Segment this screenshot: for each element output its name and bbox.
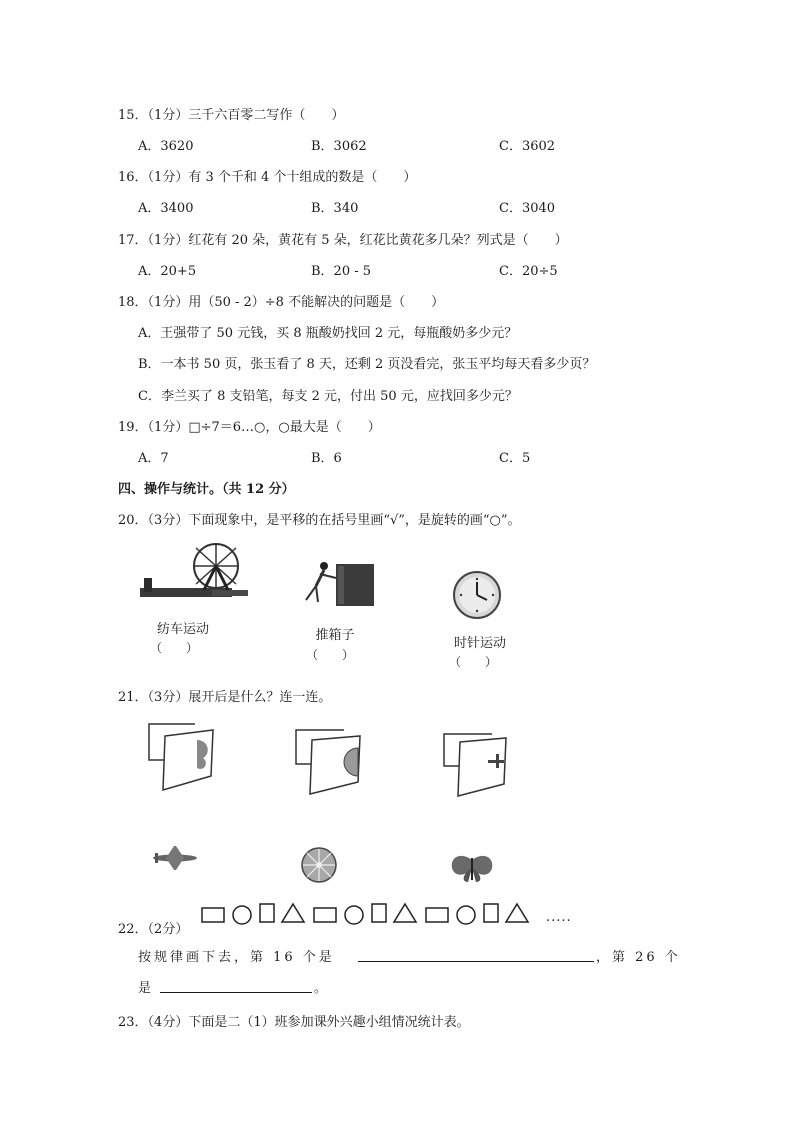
- pattern-circle: [345, 906, 363, 924]
- q15-option-b: B．3062: [311, 139, 367, 154]
- q19-option-a: A．7: [138, 451, 169, 466]
- q18-stem: 18．（1分）用（50 - 2）÷8 不能解决的问题是（ ）: [118, 295, 445, 310]
- spinning-wheel-image: [138, 538, 250, 610]
- q22-line2-prefix: 是: [138, 981, 152, 996]
- q22-line1-suffix: ，第 26 个: [596, 950, 681, 965]
- folded-paper-1: [145, 720, 217, 792]
- q17-option-c: C．20÷5: [499, 264, 558, 279]
- q15-stem: 15．（1分）三千六百零二写作（ ）: [118, 108, 345, 123]
- q17-option-b: B．20 - 5: [311, 264, 372, 279]
- q22-line2-suffix: 。: [314, 981, 328, 996]
- q22-number: 22．（2分）: [118, 922, 189, 937]
- answer-paren-3[interactable]: （ ）: [449, 655, 498, 669]
- q15-option-a: A．3620: [138, 139, 194, 154]
- q18-option-c: C．李兰买了 8 支铅笔，每支 2 元，付出 50 元，应找回多少元？: [138, 389, 518, 404]
- q20-stem: 20．（3分）下面现象中，是平移的在括号里画“√”，是旋转的画“○”。: [118, 513, 521, 528]
- shape-pattern: [198, 900, 532, 926]
- q16-option-b: B．340: [311, 201, 359, 216]
- q18-option-b: B．一本书 50 页，张玉看了 8 天，还剩 2 页没看完，张玉平均每天看多少页？: [138, 357, 596, 372]
- q16-option-c: C．3040: [499, 201, 556, 216]
- section-title: 四、操作与统计。（共 12 分）: [118, 482, 295, 497]
- q16-stem: 16．（1分）有 3 个千和 4 个十组成的数是（ ）: [118, 170, 417, 185]
- pattern-rectangle: [202, 908, 224, 922]
- folded-paper-3: [440, 730, 512, 802]
- caption-spinning-wheel: 纺车运动: [156, 622, 209, 637]
- pattern-rectangle: [314, 908, 336, 922]
- pattern-square: [372, 904, 386, 922]
- pattern-triangle: [506, 904, 528, 922]
- clock-image: [452, 570, 502, 620]
- pattern-circle: [457, 906, 475, 924]
- pattern-square: [484, 904, 498, 922]
- pushing-box-image: [294, 560, 378, 610]
- answer-blank-16th[interactable]: [358, 947, 594, 962]
- pattern-square: [260, 904, 274, 922]
- answer-paren-2[interactable]: （ ）: [306, 648, 355, 662]
- q17-option-a: A．20+5: [138, 264, 197, 279]
- q16-option-a: A．3400: [138, 201, 194, 216]
- q19-option-c: C．5: [499, 451, 531, 466]
- folded-paper-2: [292, 726, 364, 798]
- pattern-triangle: [394, 904, 416, 922]
- pattern-circle: [233, 906, 251, 924]
- caption-pushing-box: 推箱子: [315, 628, 355, 643]
- answer-blank-26th[interactable]: [160, 978, 312, 993]
- q17-stem: 17．（1分）红花有 20 朵，黄花有 5 朵，红花比黄花多几朵？列式是（ ）: [118, 233, 568, 248]
- q22-line1-prefix: 按规律画下去，第 16 个是: [138, 950, 335, 965]
- q23-stem: 23．（4分）下面是二（1）班参加课外兴趣小组情况统计表。: [118, 1015, 470, 1030]
- pattern-rectangle: [426, 908, 448, 922]
- airplane-image: [150, 842, 200, 874]
- q15-option-c: C．3602: [499, 139, 556, 154]
- q19-option-b: B．6: [311, 451, 342, 466]
- pattern-ellipsis: .....: [546, 910, 572, 925]
- q19-stem: 19．（1分）□÷7＝6…○，○最大是（ ）: [118, 420, 381, 435]
- q21-stem: 21．（3分）展开后是什么？连一连。: [118, 690, 332, 705]
- orange-slice-image: [300, 846, 338, 884]
- pattern-triangle: [282, 904, 304, 922]
- caption-clock: 时针运动: [453, 636, 506, 651]
- q18-option-a: A．王强带了 50 元钱，买 8 瓶酸奶找回 2 元，每瓶酸奶多少元？: [138, 326, 518, 341]
- answer-paren-1[interactable]: （ ）: [150, 641, 199, 655]
- butterfly-image: [448, 852, 496, 884]
